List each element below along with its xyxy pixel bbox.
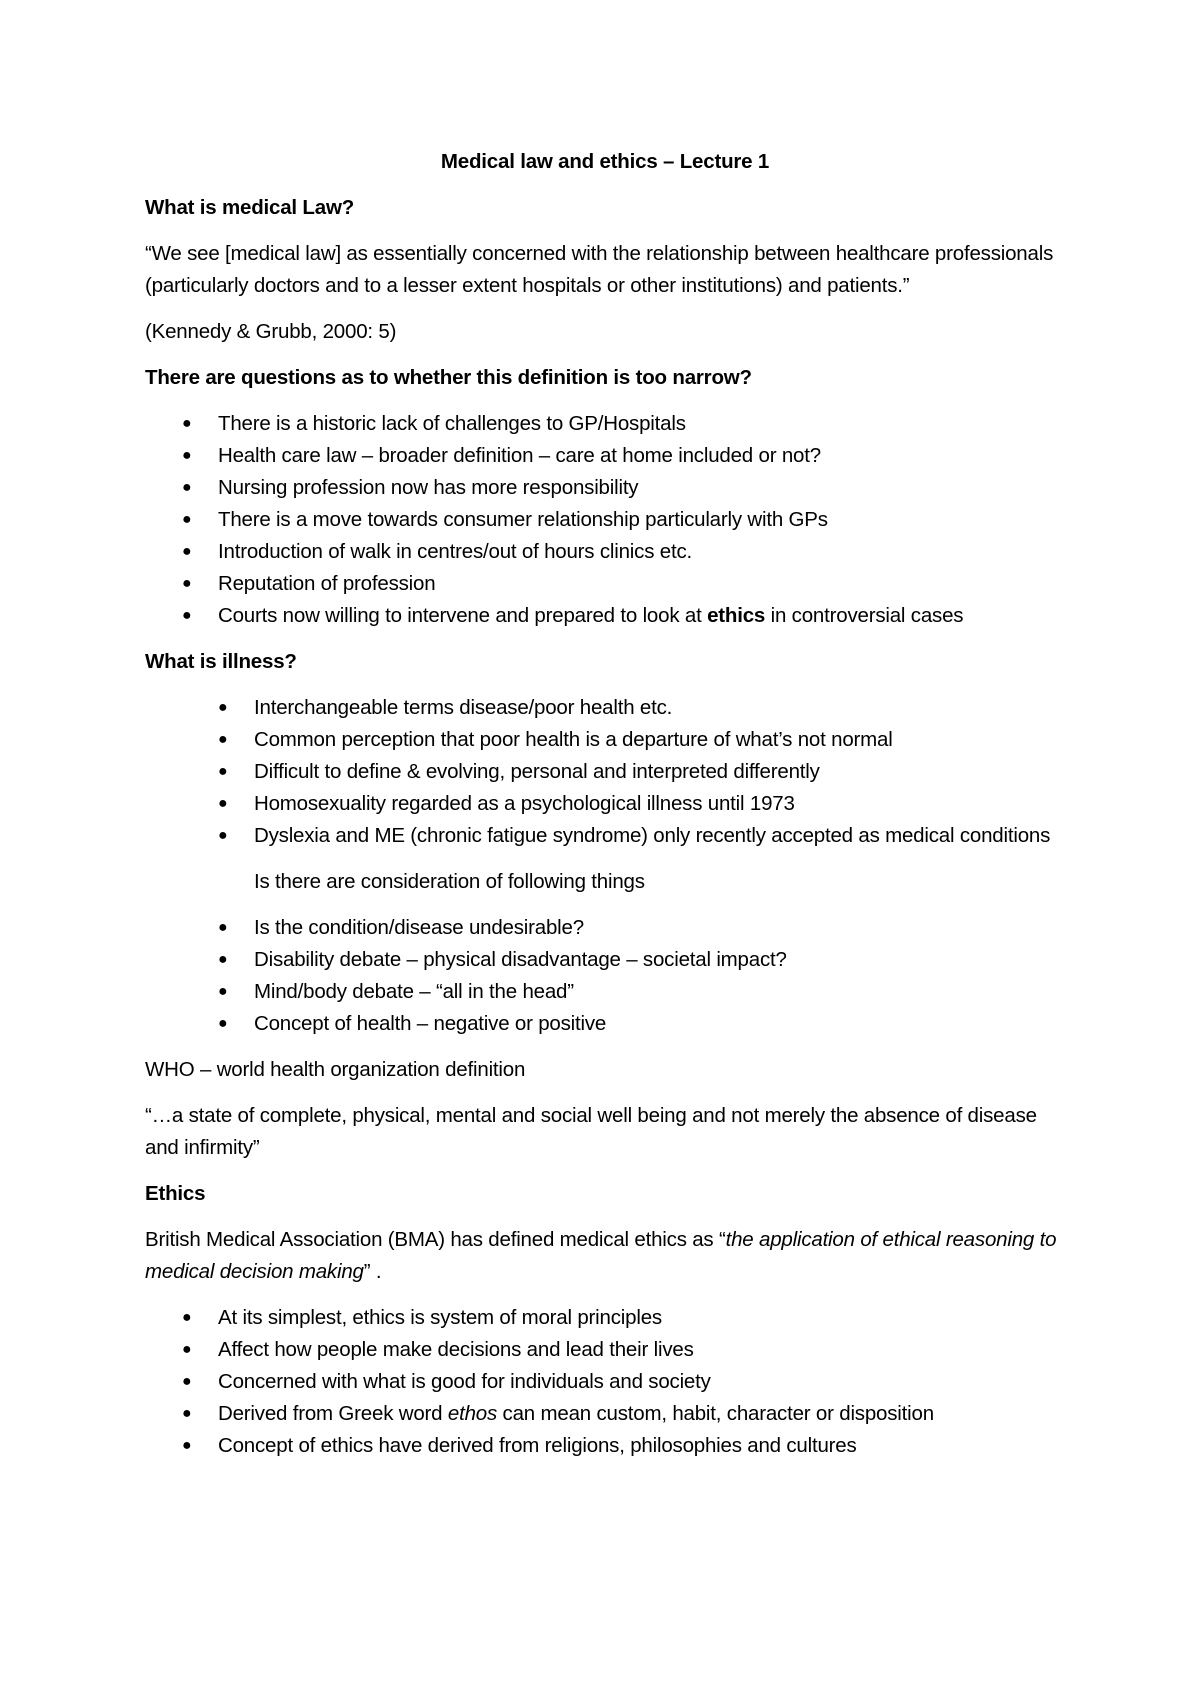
who-line: WHO – world health organization definition: [145, 1058, 526, 1081]
page-title: Medical law and ethics – Lecture 1: [440, 150, 770, 173]
bullet-icon: ●: [218, 699, 228, 716]
list-item: ● Courts now willing to intervene and prepared to look at ethics in controversial cases: [218, 600, 1065, 632]
bullet-icon: ●: [182, 607, 192, 624]
list-item: ● Health care law – broader definition – care at home included or not?: [218, 440, 1065, 472]
bullet-icon: ●: [218, 731, 228, 748]
bullet-icon: ●: [218, 763, 228, 780]
list-item: ● Introduction of walk in centres/out of hours clinics etc.: [218, 536, 1065, 568]
heading-illness: What is illness?: [145, 650, 297, 673]
bullet-icon: ●: [218, 919, 228, 936]
definition-quote: “We see [medical law] as essentially concerned with the relationship between healthcare professionals (particularly doctors and to a lesser extent hospitals or other institutions) and patients.”: [145, 242, 1054, 297]
list-item: ● There is a historic lack of challenges to GP/Hospitals: [218, 408, 1065, 440]
list-item: ● Common perception that poor health is a departure of what’s not normal: [254, 724, 1065, 756]
list-item: ● At its simplest, ethics is system of moral principles: [218, 1302, 1065, 1334]
bullet-icon: ●: [182, 1373, 192, 1390]
list-item: ● Reputation of profession: [218, 568, 1065, 600]
list-item: ● Disability debate – physical disadvantage – societal impact?: [254, 944, 1065, 976]
bullet-icon: ●: [182, 511, 192, 528]
list-item: ● Mind/body debate – “all in the head”: [254, 976, 1065, 1008]
list-item: ● Homosexuality regarded as a psychological illness until 1973: [254, 788, 1065, 820]
heading-ethics: Ethics: [145, 1182, 206, 1205]
list-item: ● Affect how people make decisions and lead their lives: [218, 1334, 1065, 1366]
citation: (Kennedy & Grubb, 2000: 5): [145, 320, 397, 343]
heading-narrow-question: There are questions as to whether this definition is too narrow?: [145, 366, 752, 389]
list-item: ● Is the condition/disease undesirable?: [254, 912, 1065, 944]
bullet-icon: ●: [182, 543, 192, 560]
list-item: ● Concept of ethics have derived from religions, philosophies and cultures: [218, 1430, 1065, 1462]
list-item: ● Interchangeable terms disease/poor health etc.: [254, 692, 1065, 724]
bullet-icon: ●: [218, 795, 228, 812]
list-item: ● Concept of health – negative or positive: [254, 1008, 1065, 1040]
bullet-icon: ●: [182, 1341, 192, 1358]
bullet-icon: ●: [218, 827, 228, 844]
list-item: ● Concerned with what is good for individuals and society: [218, 1366, 1065, 1398]
bma-definition: British Medical Association (BMA) has defined medical ethics as “the application of ethical reasoning to medical decision making” .: [145, 1228, 1057, 1283]
bullet-icon: ●: [182, 575, 192, 592]
list-item: ● Derived from Greek word ethos can mean custom, habit, character or disposition: [218, 1398, 1065, 1430]
list-item: ● Difficult to define & evolving, personal and interpreted differently: [254, 756, 1065, 788]
bullet-icon: ●: [218, 1015, 228, 1032]
consideration-para: Is there are consideration of following things: [254, 870, 645, 893]
heading-medical-law: What is medical Law?: [145, 196, 355, 219]
bullet-icon: ●: [182, 479, 192, 496]
bullet-icon: ●: [182, 1309, 192, 1326]
bullet-icon: ●: [182, 1437, 192, 1454]
narrow-definition-list: [145, 408, 1065, 632]
ethics-list: [145, 1302, 1065, 1462]
list-item: ● Dyslexia and ME (chronic fatigue syndrome) only recently accepted as medical conditions: [254, 820, 1065, 852]
who-quote: “…a state of complete, physical, mental and social well being and not merely the absence of disease and infirmity”: [145, 1104, 1037, 1159]
bullet-icon: ●: [218, 951, 228, 968]
list-item: ● There is a move towards consumer relationship particularly with GPs: [218, 504, 1065, 536]
bullet-icon: ●: [182, 415, 192, 432]
consideration-list: [145, 912, 1065, 1040]
document-page: [145, 146, 1065, 1476]
bullet-icon: ●: [182, 447, 192, 464]
bullet-icon: ●: [182, 1405, 192, 1422]
bullet-icon: ●: [218, 983, 228, 1000]
illness-list: [145, 692, 1065, 852]
list-item: ● Nursing profession now has more responsibility: [218, 472, 1065, 504]
